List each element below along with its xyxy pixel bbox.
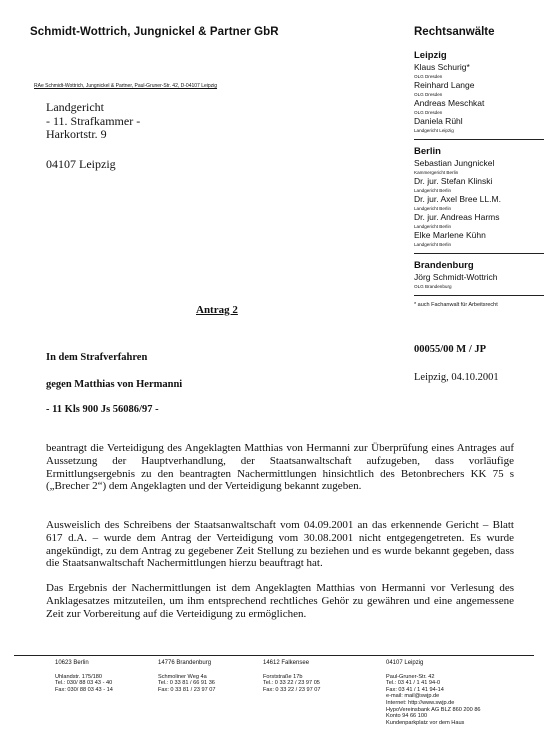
footer-line: Tel.: 03 41 / 1 41 94-0 bbox=[386, 680, 441, 687]
case-file-number: - 11 Kls 900 Js 56086/97 - bbox=[46, 404, 159, 415]
footer-office-leipzig bbox=[386, 660, 481, 726]
footer-email: e-mail: mail@swjp.de bbox=[386, 693, 440, 700]
recipient-line: - 11. Strafkammer - bbox=[46, 113, 141, 128]
lawyer-name: Sebastian Jungnickel bbox=[414, 158, 495, 168]
lawyer-name: Dr. jur. Andreas Harms bbox=[414, 212, 500, 222]
firm-name: Schmidt-Wottrich, Jungnickel & Partner GbR bbox=[30, 26, 279, 38]
body-paragraph: Das Ergebnis der Nachermittlungen ist dem Angeklagten Matthias von Hermanni vor Verlesung des Anklagesatzes mitzuteilen, um ihm entsprechend rechtliches Gehör zu gewähren und eine angemessene Zeit zur Vorbereitung auf die Verteidigung zu ermöglichen. bbox=[46, 582, 514, 620]
lawyer-entry bbox=[414, 99, 544, 117]
recipient-city: 04107 Leipzig bbox=[46, 156, 116, 171]
footer-city: 04107 Leipzig bbox=[386, 660, 424, 666]
case-defendant: gegen Matthias von Hermanni bbox=[46, 379, 183, 390]
lawyer-court: Landgericht Berlin bbox=[414, 188, 452, 193]
sender-return-line: RAe Schmidt-Wottrich, Jungnickel & Partner, Paul-Gruner-Str. 42, D-04107 Leipzig bbox=[34, 83, 218, 89]
lawyer-court: Landgericht Berlin bbox=[414, 206, 452, 211]
lawyer-court: Landgericht Berlin bbox=[414, 242, 452, 247]
footer-line: Tel.: 0 33 22 / 23 97 05 bbox=[263, 680, 320, 687]
divider bbox=[414, 253, 544, 254]
document-heading: Antrag 2 bbox=[196, 304, 238, 316]
footer-line: Paul-Gruner-Str. 42 bbox=[386, 673, 435, 680]
lawyer-entry bbox=[414, 81, 544, 99]
body-paragraph: beantragt die Verteidigung des Angeklagten Matthias von Hermanni zur Überprüfung eines Antrages auf Aussetzung der Hauptverhandlung, der Staatsanwaltschaft aufzugeben, dass vorläufige Ermittlungsergebnis zu den beantragten Nachermittlungen hinsichtlich des Betonbrechers KK 75 s („Brecher 2“) dem Angeklagten und der Verteidigung bekannt zugeben. bbox=[46, 442, 514, 493]
footer-line: Uhlandstr. 175/180 bbox=[55, 673, 102, 680]
lawyer-court: Landgericht Leipzig bbox=[414, 128, 454, 133]
footer-bank: HypoVereinsbank AG BLZ 860 200 86 bbox=[386, 706, 481, 713]
lawyer-entry bbox=[414, 195, 544, 213]
footer-city: 14612 Falkensee bbox=[263, 660, 310, 666]
lawyer-entry bbox=[414, 63, 544, 81]
footer-line: Fax: 0 33 22 / 23 97 07 bbox=[263, 686, 321, 693]
footer-divider bbox=[14, 655, 534, 656]
footer-city: 10623 Berlin bbox=[55, 660, 89, 666]
lawyer-name: Elke Marlene Kühn bbox=[414, 230, 486, 240]
lawyer-court: OLG Dresden bbox=[414, 74, 443, 79]
lawyer-name: Andreas Meschkat bbox=[414, 98, 485, 108]
office-city: Leipzig bbox=[414, 50, 447, 61]
recipient-address bbox=[46, 101, 140, 171]
footer-office-falkensee bbox=[263, 660, 321, 693]
lawyer-entry bbox=[414, 273, 544, 291]
partner-sidebar bbox=[414, 50, 544, 308]
lawyer-name: Jörg Schmidt-Wottrich bbox=[414, 272, 498, 282]
recipient-line: Landgericht bbox=[46, 100, 104, 114]
lawyer-entry bbox=[414, 177, 544, 195]
lawyer-name: Daniela Rühl bbox=[414, 116, 463, 126]
footer-office-brandenburg bbox=[158, 660, 216, 693]
office-city: Brandenburg bbox=[414, 260, 474, 271]
case-intro: In dem Strafverfahren bbox=[46, 352, 148, 363]
office-city: Berlin bbox=[414, 146, 441, 157]
footer-city: 14776 Brandenburg bbox=[158, 660, 212, 666]
lawyer-name: Klaus Schurig* bbox=[414, 62, 470, 72]
lawyer-court: Kammergericht Berlin bbox=[414, 170, 459, 175]
footer-line: Fax: 0 33 81 / 23 97 07 bbox=[158, 686, 216, 693]
footer-account: Konto 94 66 100 bbox=[386, 713, 428, 720]
footer-line: Schmoliner Weg 4a bbox=[158, 673, 207, 680]
lawyer-name: Dr. jur. Axel Bree LL.M. bbox=[414, 194, 501, 204]
footer-parking: Kundenparkplatz vor dem Haus bbox=[386, 719, 465, 726]
footer-line: Tel.: 0 33 81 / 66 91 36 bbox=[158, 680, 215, 687]
lawyer-court: OLG Dresden bbox=[414, 110, 443, 115]
lawyer-court: OLG Dresden bbox=[414, 92, 443, 97]
footer-line: Fax: 030/ 88 03 43 - 14 bbox=[55, 686, 113, 693]
date-line: Leipzig, 04.10.2001 bbox=[414, 372, 499, 383]
reference-number: 00055/00 M / JP bbox=[414, 344, 487, 355]
lawyer-entry bbox=[414, 159, 544, 177]
lawyer-court: Landgericht Berlin bbox=[414, 224, 452, 229]
footer-office-berlin bbox=[55, 660, 113, 693]
lawyer-name: Dr. jur. Stefan Klinski bbox=[414, 176, 493, 186]
lawyer-entry bbox=[414, 231, 544, 249]
lawyer-entry bbox=[414, 117, 544, 135]
lawyer-court: OLG Brandenburg bbox=[414, 284, 452, 289]
lawyer-name: Reinhard Lange bbox=[414, 80, 475, 90]
footer-line: Fax: 03 41 / 1 41 94-14 bbox=[386, 686, 444, 693]
footer-website: Internet: http://www.swjp.de bbox=[386, 699, 455, 706]
divider bbox=[414, 139, 544, 140]
body-paragraph: Ausweislich des Schreibens der Staatsanwaltschaft vom 04.09.2001 an das erkennende Gericht – Blatt 617 d.A. – wurde dem Antrag der Verteidigung vom 30.08.2001 nicht entgegengetreten. Es wurde angekündigt, zu dem Antrag zu gegebener Zeit Stellung zu beziehen und es wurde bekannt gegeben, dass die Staatsanwaltschaft Nachermittlungen hierzu beauftragt hat. bbox=[46, 519, 514, 570]
lawyer-entry bbox=[414, 213, 544, 231]
footer-line: Forststraße 17b bbox=[263, 673, 303, 680]
profession-title: Rechtsanwälte bbox=[414, 26, 495, 38]
footer-line: Tel.: 030/ 88 03 43 - 40 bbox=[55, 680, 113, 687]
recipient-line: Harkortstr. 9 bbox=[46, 127, 107, 141]
footnote: * auch Fachanwalt für Arbeitsrecht bbox=[414, 302, 498, 308]
divider bbox=[414, 295, 544, 296]
